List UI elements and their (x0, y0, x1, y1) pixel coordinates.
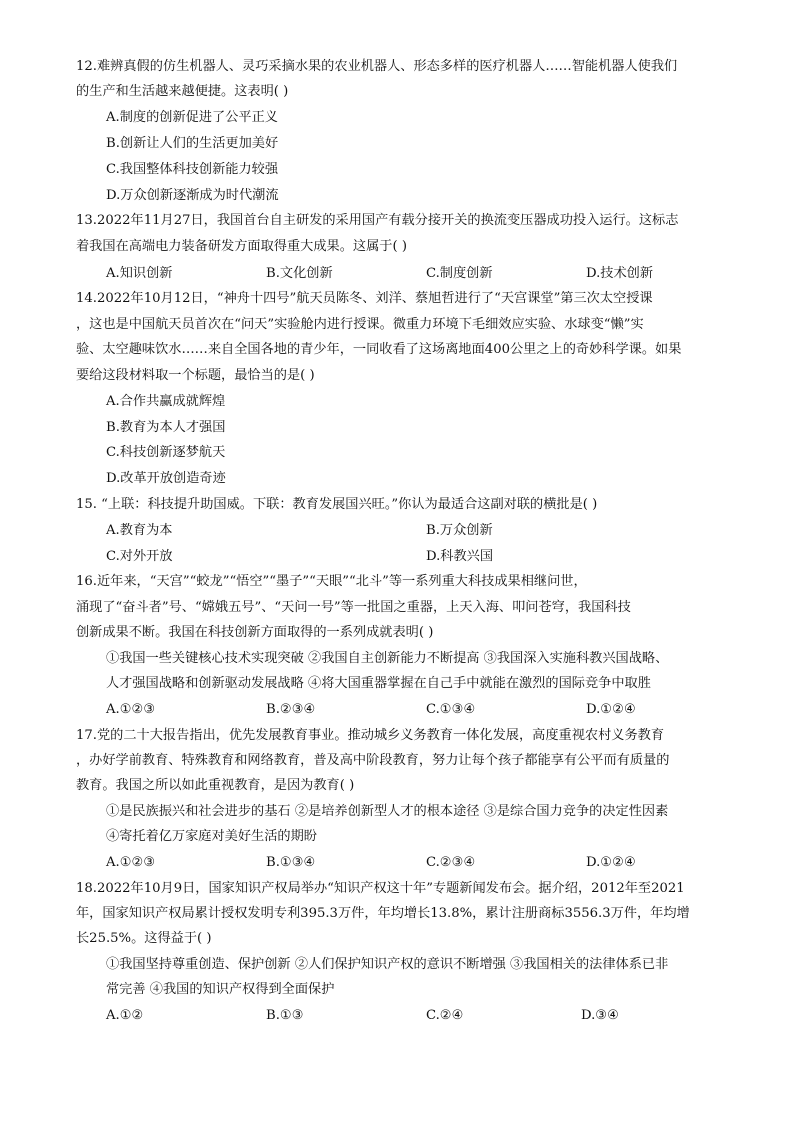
question-18-statements-line-2: 常完善 ④我国的知识产权得到全面保护 (106, 982, 335, 997)
question-12-option-c: C.我国整体科技创新能力较强 (106, 162, 279, 177)
question-13-stem-line-2: 着我国在高端电力装备研发方面取得重大成果。这属于( ) (76, 239, 407, 254)
question-18-stem-line-3: 长25.5%。这得益于( ) (76, 931, 212, 946)
question-16-stem-line-1: 16.近年来，“天宫”“蛟龙”“悟空”“墨子”“天眼”“北斗”等一系列重大科技成果相继问世， (76, 574, 587, 589)
question-14-stem-line-1: 14.2022年10月12日，“神舟十四号”航天员陈冬、刘洋、蔡旭哲进行了“天宫课堂”第三次太空授课 (76, 291, 653, 306)
question-17-option-a: A.①②③ (106, 855, 156, 870)
question-16-option-a: A.①②③ (106, 702, 156, 717)
question-17-option-d: D.①②④ (586, 855, 636, 870)
question-17-statements-line-2: ④寄托着亿万家庭对美好生活的期盼 (106, 829, 317, 844)
question-18-option-c: C.②④ (426, 1008, 464, 1023)
question-13-stem-line-1: 13.2022年11月27日，我国首台自主研发的采用国产有载分接开关的换流变压器成功投入运行。这标志 (76, 213, 679, 228)
question-13-option-b: B.文化创新 (266, 266, 333, 281)
question-16-option-d: D.①②④ (586, 702, 636, 717)
question-13-option-c: C.制度创新 (426, 266, 493, 281)
question-18-stem-line-2: 年，国家知识产权局累计授权发明专利395.3万件，年均增长13.8%，累计注册商标3556.3万件，年均增 (76, 906, 690, 921)
question-14-option-b: B.教育为本人才强国 (106, 420, 226, 435)
question-14-option-a: A.合作共赢成就辉煌 (106, 394, 226, 409)
question-14-stem-line-4: 要给这段材料取一个标题，最恰当的是( ) (76, 368, 315, 383)
question-17-statements-line-1: ①是民族振兴和社会进步的基石 ②是培养创新型人才的根本途径 ③是综合国力竞争的决定性因素 (106, 804, 669, 819)
question-17-option-c: C.②③④ (426, 855, 476, 870)
question-18-option-a: A.①② (106, 1008, 144, 1023)
question-16-stem-line-3: 创新成果不断。我国在科技创新方面取得的一系列成就表明( ) (76, 625, 434, 640)
question-13-option-a: A.知识创新 (106, 266, 173, 281)
question-12-option-a: A.制度的创新促进了公平正义 (106, 110, 278, 125)
question-18-statements-line-1: ①我国坚持尊重创造、保护创新 ②人们保护知识产权的意识不断增强 ③我国相关的法律体系已非 (106, 957, 669, 972)
question-17-stem-line-3: 教育。我国之所以如此重视教育，是因为教育( ) (76, 778, 355, 793)
question-18-stem-line-1: 18.2022年10月9日，国家知识产权局举办“知识产权这十年”专题新闻发布会。据介绍，2012年至2021 (76, 881, 685, 896)
question-12-stem-line-1: 12.难辨真假的仿生机器人、灵巧采摘水果的农业机器人、形态多样的医疗机器人……智能机器人使我们 (76, 59, 678, 74)
question-15-option-d: D.科教兴国 (426, 549, 494, 564)
question-16-statements-line-1: ①我国一些关键核心技术实现突破 ②我国自主创新能力不断提高 ③我国深入实施科教兴国战略、 (106, 651, 669, 666)
question-17-stem-line-1: 17.党的二十大报告指出，优先发展教育事业。推动城乡义务教育一体化发展，高度重视农村义务教育 (76, 728, 665, 743)
question-18-option-d: D.③④ (581, 1008, 619, 1023)
question-12-option-b: B.创新让人们的生活更加美好 (106, 136, 279, 151)
question-13-option-d: D.技术创新 (586, 266, 654, 281)
question-16-stem-line-2: 涌现了“奋斗者”号、“嫦娥五号”、“天问一号”等一批国之重器，上天入海、叩问苍穹，我国科技 (76, 600, 631, 615)
question-15-option-c: C.对外开放 (106, 549, 173, 564)
question-15-option-a: A.教育为本 (106, 523, 173, 538)
question-17-option-b: B.①③④ (266, 855, 316, 870)
question-18-option-b: B.①③ (266, 1008, 304, 1023)
question-15-option-b: B.万众创新 (426, 523, 493, 538)
question-16-option-b: B.②③④ (266, 702, 316, 717)
question-12-stem-line-2: 的生产和生活越来越便捷。这表明( ) (76, 84, 289, 99)
question-14-option-d: D.改革开放创造奇迹 (106, 471, 226, 486)
question-15-stem-line-1: 15. “上联：科技提升助国威。下联：教育发展国兴旺。”你认为最适合这副对联的横批是( ) (76, 497, 598, 512)
question-14-stem-line-3: 验、太空趣味饮水……来自全国各地的青少年，一同收看了这场离地面400公里之上的奇妙科学课。如果 (76, 342, 682, 357)
question-16-option-c: C.①③④ (426, 702, 476, 717)
question-14-option-c: C.科技创新逐梦航天 (106, 445, 226, 460)
question-14-stem-line-2: ，这也是中国航天员首次在“问天”实验舱内进行授课。微重力环境下毛细效应实验、水球变“懒”实 (76, 317, 644, 332)
question-17-stem-line-2: ，办好学前教育、特殊教育和网络教育，普及高中阶段教育，努力让每个孩子都能享有公平而有质量的 (76, 753, 670, 768)
question-12-option-d: D.万众创新逐渐成为时代潮流 (106, 188, 279, 203)
question-16-statements-line-2: 人才强国战略和创新驱动发展战略 ④将大国重器掌握在自己手中就能在激烈的国际竞争中取胜 (106, 676, 651, 691)
